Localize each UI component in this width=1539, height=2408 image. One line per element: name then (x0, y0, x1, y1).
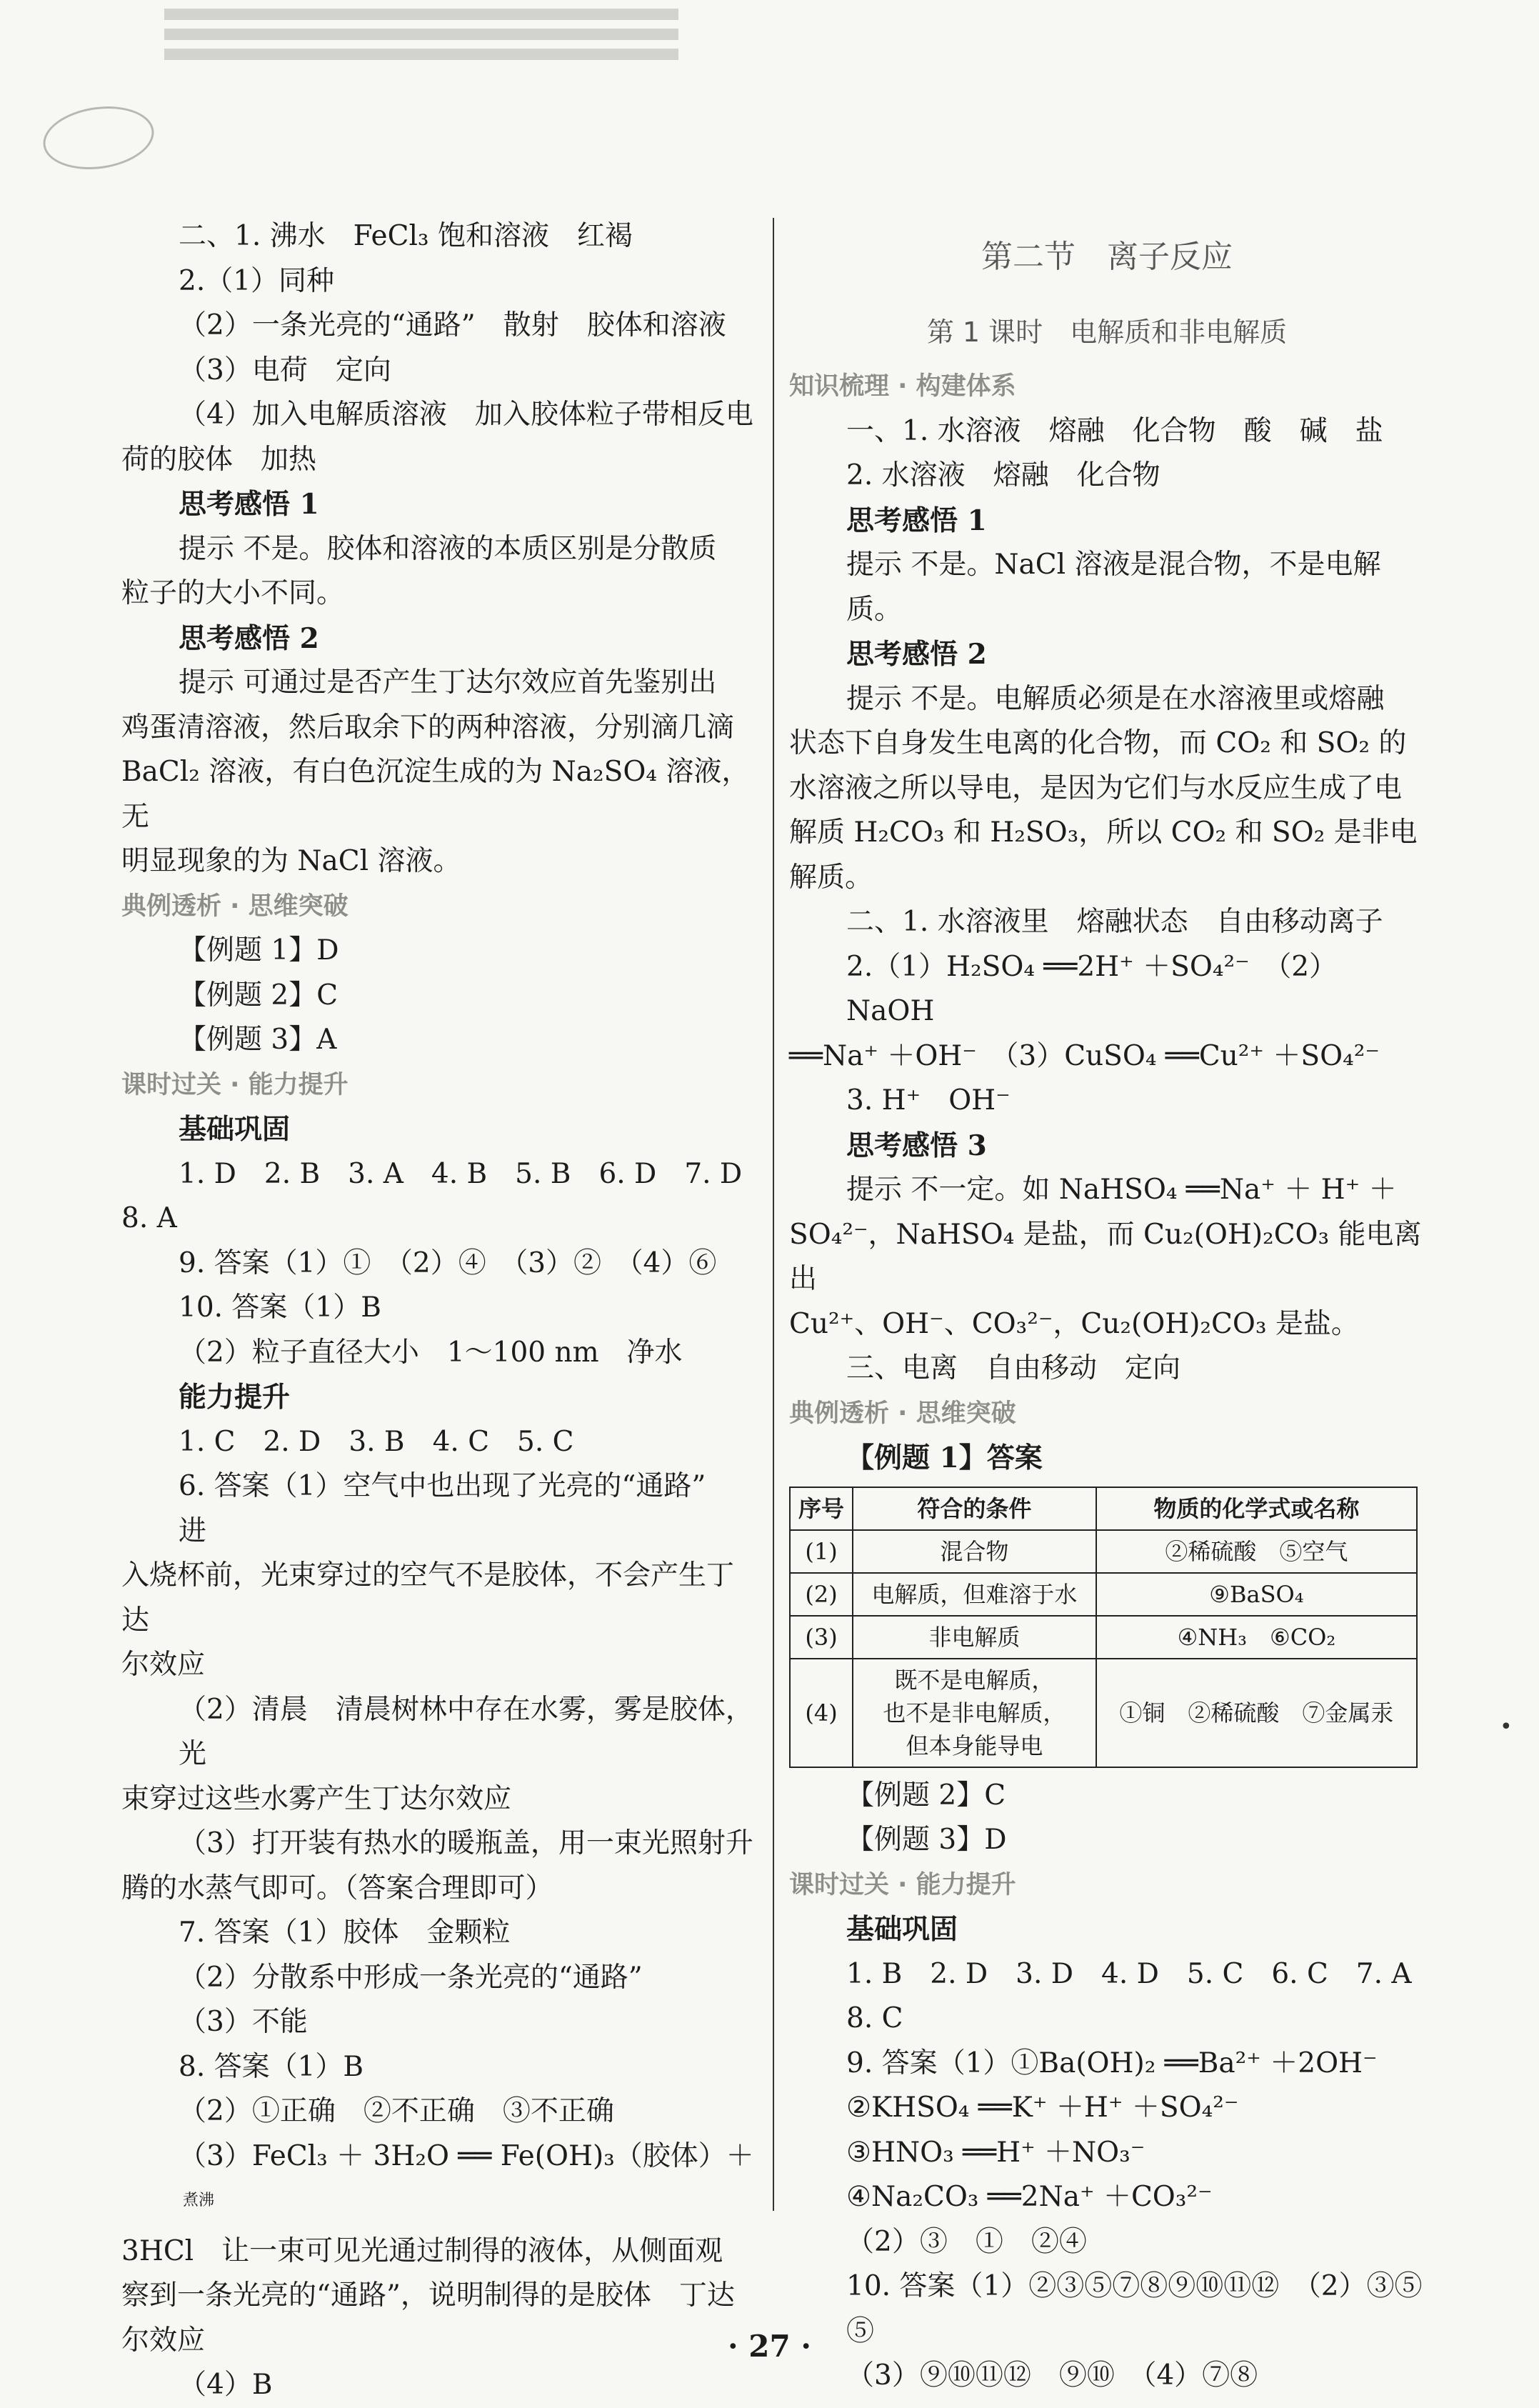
text-line: 思考感悟 2 (179, 621, 319, 655)
table-row (790, 1530, 1417, 1573)
table-cell: (4) (790, 1659, 853, 1767)
table-cell: (2) (790, 1573, 853, 1616)
text-line: 10. 答案（1）②③⑤⑦⑧⑨⑩⑪⑫ （2）③⑤ ⑤ (846, 2270, 1450, 2347)
page-number: · 27 · (728, 2329, 811, 2364)
reaction-condition: 煮沸 (183, 2192, 215, 2209)
text-line: （3）电荷 定向 (179, 354, 391, 386)
table-cell: ④NH₃ ⑥CO₂ (1096, 1616, 1417, 1659)
stamp-mark (39, 100, 158, 176)
table-header-row (790, 1487, 1417, 1530)
text-line: 2.（1）同种 (179, 264, 335, 297)
edge-mark: • (1500, 1714, 1513, 1739)
table-header-cell: 符合的条件 (853, 1487, 1096, 1530)
text-line: 2. 水溶液 熔融 化合物 (846, 459, 1160, 491)
table-cell: 非电解质 (853, 1616, 1096, 1659)
table-cell: 混合物 (853, 1530, 1096, 1573)
text-line: 察到一条光亮的“通路”，说明制得的是胶体 丁达 (121, 2279, 735, 2312)
text-line: 9. 答案（1）① （2）④ （3）② （4）⑥ (179, 1247, 717, 1279)
right-top-block (789, 364, 1425, 1481)
text-line: 思考感悟 1 (846, 504, 987, 537)
table-cell: (1) (790, 1530, 853, 1573)
text-line: （3）FeCl₃ ＋ 3H₂O ══ Fe(OH)₃（胶体）＋$^{煮沸}$ (179, 2139, 754, 2209)
text-line: 二、1. 水溶液里 熔融状态 自由移动离子 (846, 906, 1383, 938)
text-line: 8. 答案（1）B (179, 2050, 364, 2083)
text-line: 【例题 1】D (179, 934, 339, 966)
text-line: 状态下自身发生电离的化合物，而 CO₂ 和 SO₂ 的 (789, 727, 1407, 759)
text-line: 一、1. 水溶液 熔融 化合物 酸 碱 盐 (846, 414, 1383, 447)
text-line: 提示 不是。NaCl 溶液是混合物，不是电解质。 (846, 549, 1381, 626)
table-header-cell: 物质的化学式或名称 (1096, 1487, 1417, 1530)
text-line: 束穿过这些水雾产生丁达尔效应 (121, 1782, 512, 1815)
table-cell: ⑨BaSO₄ (1096, 1573, 1417, 1616)
text-line: 提示 不是。胶体和溶液的本质区别是分散质 (179, 532, 717, 565)
right-column (789, 214, 1450, 2399)
text-line: 基础巩固 (179, 1113, 291, 1146)
text-line: 【例题 2】C (846, 1779, 1006, 1812)
text-line: 鸡蛋清溶液，然后取余下的两种溶液，分别滴几滴 (121, 711, 735, 744)
left-column (121, 214, 757, 2408)
text-line: 【例题 3】D (846, 1824, 1007, 1856)
text-line: （2）清晨 清晨树林中存在水雾，雾是胶体，光 (179, 1693, 753, 1770)
text-line: 课时过关 · 能力提升 (789, 1870, 1016, 1899)
table-cell: 电解质，但难溶于水 (853, 1573, 1096, 1616)
text-line: 水溶液之所以导电，是因为它们与水反应生成了电 (789, 771, 1403, 804)
text-line: （3）不能 (179, 2006, 308, 2038)
text-line: 解质。 (789, 861, 873, 894)
text-line: （2）分散系中形成一条光亮的“通路” (179, 1961, 643, 1994)
text-line: 1. B 2. D 3. D 4. D 5. C 6. C 7. A 8. C (846, 1957, 1440, 2034)
text-line: （2）③ ① ②④ (846, 2225, 1087, 2258)
text-line: 尔效应 (121, 2324, 206, 2357)
text-line: （4）B (179, 2369, 273, 2401)
text-line: 1. D 2. B 3. A 4. B 5. B 6. D 7. D (179, 1157, 743, 1190)
lesson-subtitle: 第 1 课时 电解质和非电解质 (926, 316, 1288, 348)
text-line: BaCl₂ 溶液，有白色沉淀生成的为 Na₂SO₄ 溶液，无 (121, 756, 750, 833)
text-line: 1. C 2. D 3. B 4. C 5. C (179, 1425, 574, 1458)
right-bottom-block (789, 1774, 1450, 2399)
text-line: 3. H⁺ OH⁻ (846, 1084, 1011, 1116)
text-line: 明显现象的为 NaCl 溶液。 (121, 845, 461, 877)
text-line: 提示 不是。电解质必须是在水溶液里或熔融 (846, 682, 1385, 715)
text-line: 【例题 1】答案 (846, 1442, 1043, 1474)
text-line: 8. A (121, 1202, 177, 1234)
text-line: 基础巩固 (846, 1913, 958, 1946)
text-line: 粒子的大小不同。 (121, 577, 345, 609)
text-line: （2）一条光亮的“通路” 散射 胶体和溶液 (179, 309, 726, 341)
text-line: Cu²⁺、OH⁻、CO₃²⁻，Cu₂(OH)₂CO₃ 是盐。 (789, 1307, 1359, 1340)
text-line: 思考感悟 2 (846, 638, 987, 671)
text-line: 解质 H₂CO₃ 和 H₂SO₃，所以 CO₂ 和 SO₂ 是非电 (789, 816, 1418, 849)
text-line: 6. 答案（1）空气中也出现了光亮的“通路” 进 (179, 1470, 734, 1547)
column-divider (773, 218, 774, 2211)
text-line: （2）粒子直径大小 1～100 nm 净水 (179, 1336, 683, 1369)
text-line: 腾的水蒸气即可。（答案合理即可） (121, 1872, 553, 1904)
answer-table (789, 1487, 1418, 1768)
text-line: 提示 不一定。如 NaHSO₄ ══Na⁺ ＋ H⁺ ＋ (846, 1174, 1397, 1206)
section-title: 第二节 离子反应 (981, 239, 1233, 275)
table-body (790, 1530, 1417, 1767)
text-line: ④Na₂CO₃ ══2Na⁺ ＋CO₃²⁻ (846, 2181, 1213, 2213)
text-line: 【例题 3】A (179, 1024, 337, 1056)
text-line: ②KHSO₄ ══K⁺ ＋H⁺ ＋SO₄²⁻ (846, 2092, 1239, 2124)
table-row (790, 1616, 1417, 1659)
text-line: 提示 可通过是否产生丁达尔效应首先鉴别出 (179, 666, 717, 699)
text-line: 7. 答案（1）胶体 金颗粒 (179, 1917, 511, 1949)
text-line: 尔效应 (121, 1649, 206, 1681)
text-line: ══Na⁺ ＋OH⁻ （3）CuSO₄ ══Cu²⁺ ＋SO₄²⁻ (789, 1039, 1380, 1072)
text-line: 知识梳理 · 构建体系 (789, 372, 1016, 401)
text-line: 入烧杯前，光束穿过的空气不是胶体，不会产生丁达 (121, 1559, 735, 1637)
text-line: 三、电离 自由移动 定向 (846, 1352, 1181, 1384)
text-line: 10. 答案（1）B (179, 1292, 381, 1324)
table-cell: ②稀硫酸 ⑤空气 (1096, 1530, 1417, 1573)
top-scan-band (164, 0, 678, 79)
table-cell: (3) (790, 1616, 853, 1659)
text-line: （3）⑨⑩⑪⑫ ⑨⑩ （4）⑦⑧ (846, 2359, 1258, 2392)
text-line: SO₄²⁻，NaHSO₄ 是盐，而 Cu₂(OH)₂CO₃ 能电离出 (789, 1218, 1422, 1295)
text-line: 课时过关 · 能力提升 (121, 1070, 349, 1099)
text-line: 【例题 2】C (179, 979, 339, 1011)
table-header-cell: 序号 (790, 1487, 853, 1530)
table-row (790, 1659, 1417, 1767)
text-line: 思考感悟 3 (846, 1129, 987, 1162)
text-line: 荷的胶体 加热 (121, 443, 317, 476)
table-cell: 既不是电解质， 也不是非电解质， 但本身能导电 (853, 1659, 1096, 1767)
text-line: ③HNO₃ ══H⁺ ＋NO₃⁻ (846, 2136, 1146, 2169)
text-line: 典例透析 · 思维突破 (121, 891, 349, 921)
text-line: （4）加入电解质溶液 加入胶体粒子带相反电 (179, 399, 753, 431)
text-line: 典例透析 · 思维突破 (789, 1399, 1016, 1428)
table-cell: ①铜 ②稀硫酸 ⑦金属汞 (1096, 1659, 1417, 1767)
text-line: 9. 答案（1）①Ba(OH)₂ ══Ba²⁺ ＋2OH⁻ (846, 2047, 1378, 2079)
text-line: 二、1. 沸水 FeCl₃ 饱和溶液 红褐 (179, 220, 633, 252)
table-row (790, 1573, 1417, 1616)
text-line: （2）①正确 ②不正确 ③不正确 (179, 2095, 614, 2127)
text-line: 思考感悟 1 (179, 488, 319, 521)
text-line: （3）打开装有热水的暖瓶盖，用一束光照射升 (179, 1827, 753, 1859)
text-line: 3HCl 让一束可见光通过制得的液体，从侧面观 (121, 2234, 723, 2267)
text-line: 2.（1）H₂SO₄ ══2H⁺ ＋SO₄²⁻ （2）NaOH (846, 950, 1338, 1027)
text-line: 能力提升 (179, 1381, 291, 1414)
